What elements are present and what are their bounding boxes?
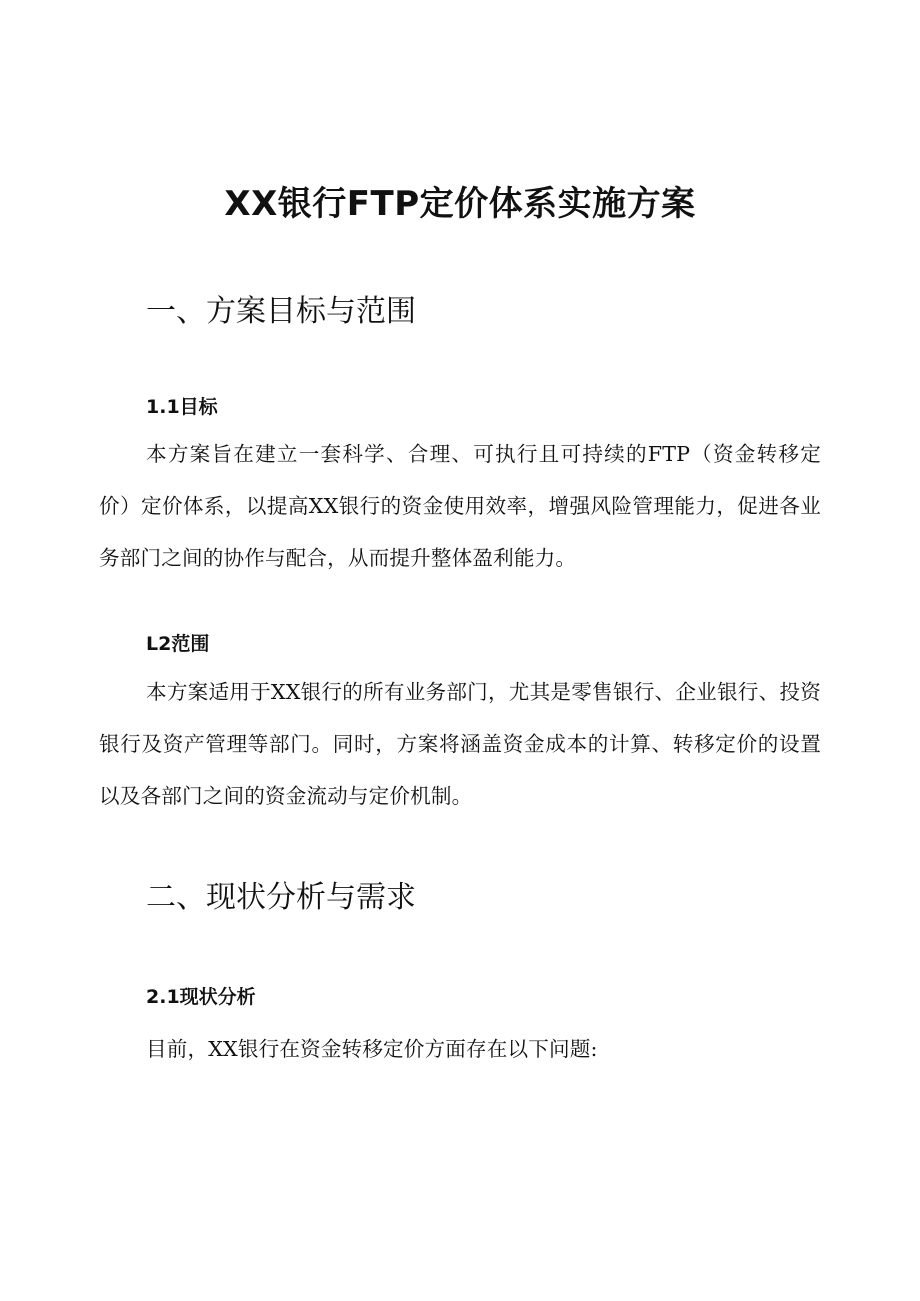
subsection-heading-2-1: 2.1现状分析 [146, 986, 256, 1008]
section-heading-1: 一、方案目标与范围 [146, 294, 416, 329]
document-title: XX银行FTP定价体系实施方案 [224, 184, 696, 224]
subsection-heading-1-1: 1.1目标 [146, 396, 218, 418]
paragraph-current-status: 目前，XX银行在资金转移定价方面存在以下问题: [146, 1037, 598, 1061]
section-heading-2: 二、现状分析与需求 [146, 880, 416, 915]
subsection-heading-1-2: L2范围 [146, 633, 210, 655]
paragraph-goal: 本方案旨在建立一套科学、合理、可执行且可持续的FTP（资金转移定价）定价体系，以提高XX银行的资金使用效率，增强风险管理能力，促进各业务部门之间的协作与配合，从而提升整体盈利能力。 [99, 442, 821, 570]
paragraph-scope: 本方案适用于XX银行的所有业务部门，尤其是零售银行、企业银行、投资银行及资产管理等部门。同时，方案将涵盖资金成本的计算、转移定价的设置以及各部门之间的资金流动与定价机制。 [99, 680, 821, 808]
